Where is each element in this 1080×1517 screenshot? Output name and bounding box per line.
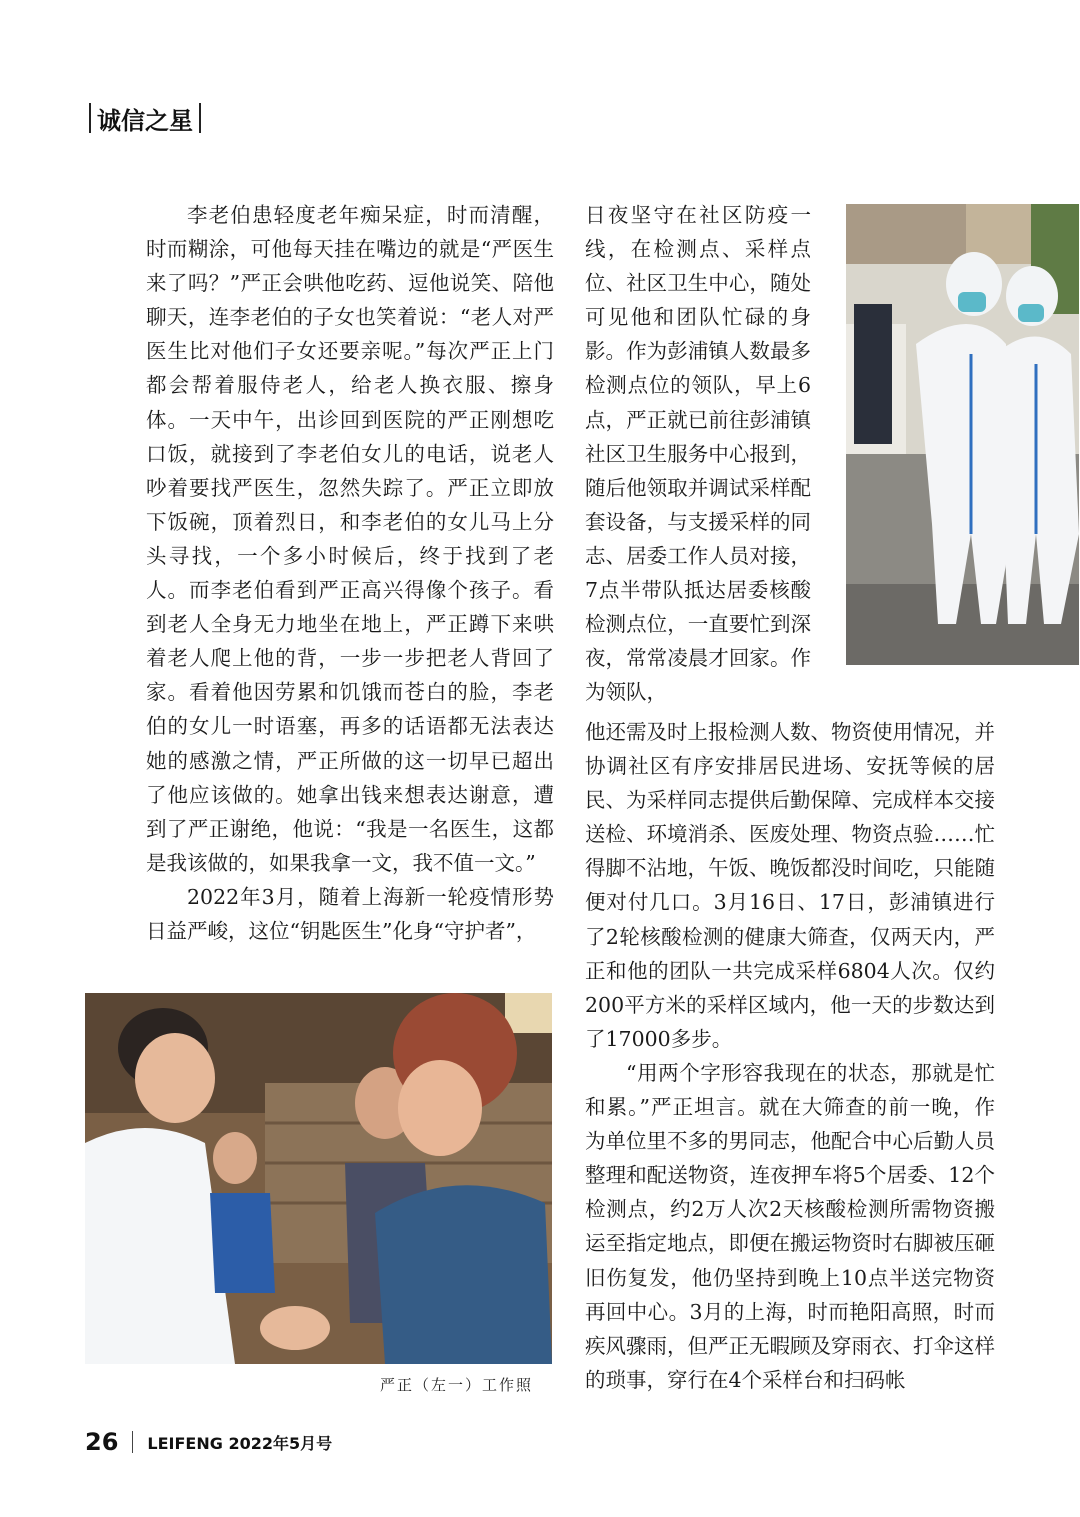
paragraph: “用两个字形容我现在的状态，那就是忙和累。”严正坦言。就在大筛查的前一晚，作为单位里不多的男同志，他配合中心后勤人员整理和配送物资，连夜押车将5个居委、12个检测点，约2万人次2天核酸检测所需物资搬运至指定地点，即便在搬运物资时右脚被压砸旧伤复发，他仍坚持到晚上10点半送完物资再回中心。3月的上海，时而艳阳高照，时而疾风骤雨，但严正无暇顾及穿雨衣、打伞这样的琐事，穿行在4个采样台和扫码帐: [585, 1060, 995, 1392]
photo-caption: 严正（左一）工作照: [380, 1376, 534, 1394]
divider: [132, 1431, 133, 1453]
photo-illustration: [85, 993, 552, 1364]
paragraph: 他还需及时上报检测人数、物资使用情况，并协调社区有序安排居民进场、安抚等候的居民、为采样同志提供后勤保障、完成样本交接送检、环境消杀、医废处理、物资点验……忙得脚不沾地，午饭、晚饭都没时间吃，只能随便对付几口。3月16日、17日，彭浦镇进行了2轮核酸检测的健康大筛查，仅两天内，严正和他的团队一共完成采样6804人次。仅约200平方米的采样区域内，他一天的步数达到了17000多步。: [585, 720, 995, 1051]
paragraph: 李老伯患轻度老年痴呆症，时而清醒，时而糊涂，可他每天挂在嘴边的就是“严医生来了吗？”严正会哄他吃药、逗他说笑、陪他聊天，连李老伯的子女也笑着说：“老人对严医生比对他们子女还要亲呢。”每次严正上门都会帮着服侍老人，给老人换衣服、擦身体。一天中午，出诊回到医院的严正刚想吃口饭，就接到了李老伯女儿的电话，说老人吵着要找严医生，忽然失踪了。严正立即放下饭碗，顶着烈日，和李老伯的女儿马上分头寻找，一个多小时候后，终于找到了老人。而李老伯看到严正高兴得像个孩子。看到老人全身无力地坐在地上，严正蹲下来哄着老人爬上他的背，一步一步把老人背回了家。看着他因劳累和饥饿而苍白的脸，李老伯的女儿一时语塞，再多的话语都无法表达她的感激之情，严正所做的这一切早已超出了他应该做的。她拿出钱来想表达谢意，遭到了严正谢绝，他说：“我是一名医生，这都是我该做的，如果我拿一文，我不值一文。”: [146, 203, 554, 875]
divider: [199, 103, 201, 133]
paragraph: 日夜坚守在社区防疫一线，在检测点、采样点位、社区卫生中心，随处可见他和团队忙碌的身影。作为彭浦镇人数最多检测点位的领队，早上6点，严正就已前往彭浦镇社区卫生服务中心报到，随后他领取并调试采样配套设备，与支援采样的同志、居委工作人员对接，7点半带队抵达居委核酸检测点位，一直要忙到深夜，常常凌晨才回家。作为领队，: [585, 203, 811, 705]
article-column-right-top: [585, 198, 811, 709]
section-tag: [83, 100, 207, 136]
photo-doctor-handshake: [85, 993, 552, 1364]
section-title: 诚信之星: [97, 106, 193, 135]
magazine-issue: LEIFENG 2022年5月号: [147, 1433, 333, 1453]
page-footer: [85, 1426, 332, 1458]
paragraph: 2022年3月，随着上海新一轮疫情形势日益严峻，这位“钥匙医生”化身“守护者”，: [146, 884, 554, 943]
article-column-left: [146, 198, 554, 948]
divider: [89, 103, 91, 133]
photo-medical-staff-in-ppe: [846, 204, 1079, 665]
photo-illustration: [846, 204, 1079, 665]
page-number: 26: [85, 1428, 119, 1456]
article-column-right: [585, 715, 995, 1397]
